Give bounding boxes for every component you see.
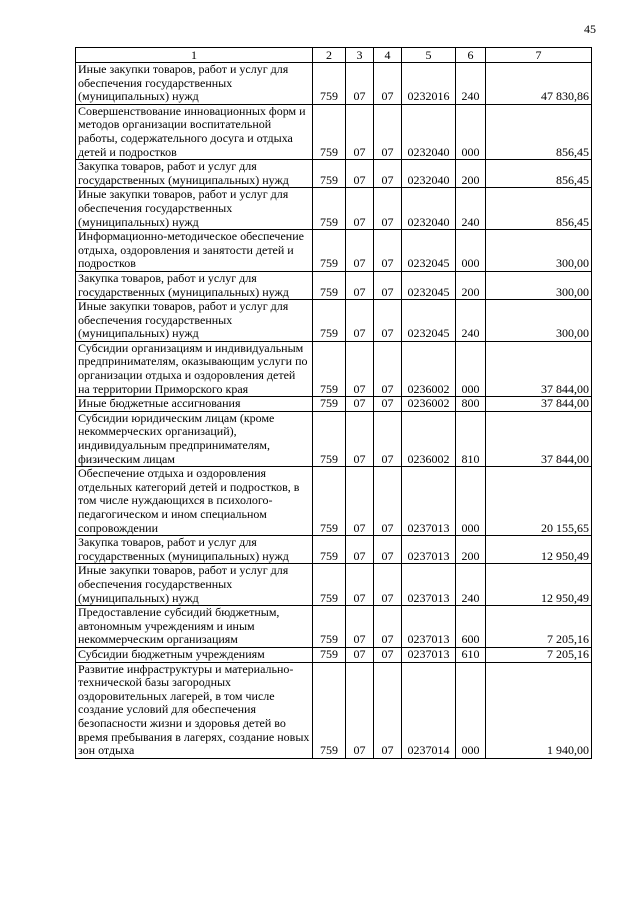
row-subsection-cell: 07 (374, 662, 402, 758)
row-section-cell: 07 (346, 536, 374, 564)
table-row (76, 467, 592, 536)
row-section-cell: 07 (346, 300, 374, 342)
table-row (76, 411, 592, 466)
header-cell-6: 6 (456, 48, 486, 63)
header-cell-1: 1 (76, 48, 313, 63)
row-target-cell: 0237013 (402, 647, 456, 662)
row-name-cell: Совершенствование инновационных форм и методов организации воспитательной работы, содержательного досуга и отдыха детей и подростков (76, 104, 313, 159)
row-name-cell: Предоставление субсидий бюджетным, автономным учреждениям и иным некоммерческим организациям (76, 606, 313, 648)
table-row (76, 662, 592, 758)
row-name-cell: Развитие инфраструктуры и материально-технической базы загородных оздоровительных лагерей, в том числе создание условий для обеспечения безопасности жизни и здоровья детей во время пребывания в лагерях, создание новых зон отдыха (76, 662, 313, 758)
row-code-cell: 759 (313, 63, 346, 105)
row-subsection-cell: 07 (374, 230, 402, 272)
table-row (76, 536, 592, 564)
row-type-cell: 200 (456, 271, 486, 299)
row-target-cell: 0237014 (402, 662, 456, 758)
row-section-cell: 07 (346, 271, 374, 299)
row-subsection-cell: 07 (374, 188, 402, 230)
row-name-cell: Закупка товаров, работ и услуг для государственных (муниципальных) нужд (76, 160, 313, 188)
row-sum-cell: 7 205,16 (486, 647, 592, 662)
row-section-cell: 07 (346, 341, 374, 396)
row-section-cell: 07 (346, 230, 374, 272)
row-name-cell: Субсидии юридическим лицам (кроме некоммерческих организаций), индивидуальным предпринимателям, физическим лицам (76, 411, 313, 466)
table-row (76, 397, 592, 412)
row-code-cell: 759 (313, 662, 346, 758)
table-row (76, 606, 592, 648)
row-target-cell: 0232040 (402, 104, 456, 159)
row-code-cell: 759 (313, 160, 346, 188)
row-subsection-cell: 07 (374, 397, 402, 412)
row-type-cell: 200 (456, 160, 486, 188)
row-subsection-cell: 07 (374, 647, 402, 662)
row-type-cell: 800 (456, 397, 486, 412)
row-type-cell: 240 (456, 300, 486, 342)
row-type-cell: 200 (456, 536, 486, 564)
row-name-cell: Информационно-методическое обеспечение отдыха, оздоровления и занятости детей и подростков (76, 230, 313, 272)
row-sum-cell: 12 950,49 (486, 536, 592, 564)
row-name-cell: Субсидии организациям и индивидуальным предпринимателям, оказывающим услуги по организации отдыха и оздоровления детей на территории Приморского края (76, 341, 313, 396)
row-subsection-cell: 07 (374, 341, 402, 396)
row-subsection-cell: 07 (374, 271, 402, 299)
row-sum-cell: 20 155,65 (486, 467, 592, 536)
row-sum-cell: 12 950,49 (486, 564, 592, 606)
row-target-cell: 0232040 (402, 160, 456, 188)
row-target-cell: 0232045 (402, 300, 456, 342)
row-target-cell: 0237013 (402, 536, 456, 564)
row-name-cell: Иные закупки товаров, работ и услуг для обеспечения государственных (муниципальных) нужд (76, 300, 313, 342)
row-sum-cell: 856,45 (486, 104, 592, 159)
row-target-cell: 0232045 (402, 271, 456, 299)
row-type-cell: 000 (456, 341, 486, 396)
row-name-cell: Закупка товаров, работ и услуг для государственных (муниципальных) нужд (76, 536, 313, 564)
row-type-cell: 240 (456, 188, 486, 230)
row-target-cell: 0236002 (402, 341, 456, 396)
row-section-cell: 07 (346, 647, 374, 662)
budget-table-body (76, 48, 592, 759)
budget-table (75, 47, 592, 759)
row-type-cell: 610 (456, 647, 486, 662)
header-cell-5: 5 (402, 48, 456, 63)
row-name-cell: Закупка товаров, работ и услуг для государственных (муниципальных) нужд (76, 271, 313, 299)
row-name-cell: Субсидии бюджетным учреждениям (76, 647, 313, 662)
row-code-cell: 759 (313, 467, 346, 536)
row-sum-cell: 7 205,16 (486, 606, 592, 648)
row-section-cell: 07 (346, 397, 374, 412)
row-target-cell: 0232045 (402, 230, 456, 272)
table-row (76, 271, 592, 299)
row-sum-cell: 37 844,00 (486, 397, 592, 412)
row-subsection-cell: 07 (374, 606, 402, 648)
row-type-cell: 000 (456, 467, 486, 536)
row-sum-cell: 1 940,00 (486, 662, 592, 758)
row-type-cell: 000 (456, 230, 486, 272)
row-name-cell: Иные бюджетные ассигнования (76, 397, 313, 412)
row-code-cell: 759 (313, 564, 346, 606)
row-type-cell: 000 (456, 662, 486, 758)
row-code-cell: 759 (313, 188, 346, 230)
row-subsection-cell: 07 (374, 467, 402, 536)
row-code-cell: 759 (313, 397, 346, 412)
table-row (76, 564, 592, 606)
header-cell-2: 2 (313, 48, 346, 63)
table-row (76, 188, 592, 230)
row-sum-cell: 47 830,86 (486, 63, 592, 105)
row-target-cell: 0236002 (402, 397, 456, 412)
row-subsection-cell: 07 (374, 411, 402, 466)
row-code-cell: 759 (313, 536, 346, 564)
row-target-cell: 0237013 (402, 606, 456, 648)
row-section-cell: 07 (346, 564, 374, 606)
table-row (76, 300, 592, 342)
row-code-cell: 759 (313, 411, 346, 466)
table-row (76, 63, 592, 105)
row-name-cell: Обеспечение отдыха и оздоровления отдельных категорий детей и подростков, в том числе нуждающихся в психолого-педагогическом и ином специальном сопровождении (76, 467, 313, 536)
row-name-cell: Иные закупки товаров, работ и услуг для обеспечения государственных (муниципальных) нужд (76, 63, 313, 105)
table-header-row (76, 48, 592, 63)
row-subsection-cell: 07 (374, 300, 402, 342)
page-number: 45 (584, 22, 596, 36)
row-section-cell: 07 (346, 606, 374, 648)
row-code-cell: 759 (313, 104, 346, 159)
table-row (76, 160, 592, 188)
row-sum-cell: 300,00 (486, 230, 592, 272)
row-sum-cell: 300,00 (486, 300, 592, 342)
row-sum-cell: 856,45 (486, 160, 592, 188)
row-sum-cell: 300,00 (486, 271, 592, 299)
row-subsection-cell: 07 (374, 63, 402, 105)
row-section-cell: 07 (346, 188, 374, 230)
header-cell-7: 7 (486, 48, 592, 63)
row-subsection-cell: 07 (374, 160, 402, 188)
row-subsection-cell: 07 (374, 564, 402, 606)
row-section-cell: 07 (346, 104, 374, 159)
row-code-cell: 759 (313, 271, 346, 299)
row-section-cell: 07 (346, 467, 374, 536)
row-target-cell: 0236002 (402, 411, 456, 466)
row-target-cell: 0237013 (402, 564, 456, 606)
header-cell-4: 4 (374, 48, 402, 63)
row-code-cell: 759 (313, 230, 346, 272)
row-target-cell: 0232016 (402, 63, 456, 105)
row-code-cell: 759 (313, 606, 346, 648)
header-cell-3: 3 (346, 48, 374, 63)
row-sum-cell: 37 844,00 (486, 341, 592, 396)
row-code-cell: 759 (313, 647, 346, 662)
table-row (76, 341, 592, 396)
row-type-cell: 600 (456, 606, 486, 648)
row-name-cell: Иные закупки товаров, работ и услуг для обеспечения государственных (муниципальных) нужд (76, 564, 313, 606)
row-subsection-cell: 07 (374, 104, 402, 159)
row-subsection-cell: 07 (374, 536, 402, 564)
row-section-cell: 07 (346, 160, 374, 188)
row-type-cell: 000 (456, 104, 486, 159)
row-type-cell: 240 (456, 564, 486, 606)
row-section-cell: 07 (346, 63, 374, 105)
row-section-cell: 07 (346, 411, 374, 466)
row-type-cell: 240 (456, 63, 486, 105)
table-row (76, 230, 592, 272)
row-target-cell: 0237013 (402, 467, 456, 536)
row-type-cell: 810 (456, 411, 486, 466)
row-code-cell: 759 (313, 341, 346, 396)
row-code-cell: 759 (313, 300, 346, 342)
row-sum-cell: 37 844,00 (486, 411, 592, 466)
row-section-cell: 07 (346, 662, 374, 758)
table-row (76, 647, 592, 662)
row-target-cell: 0232040 (402, 188, 456, 230)
table-row (76, 104, 592, 159)
row-sum-cell: 856,45 (486, 188, 592, 230)
row-name-cell: Иные закупки товаров, работ и услуг для обеспечения государственных (муниципальных) нужд (76, 188, 313, 230)
